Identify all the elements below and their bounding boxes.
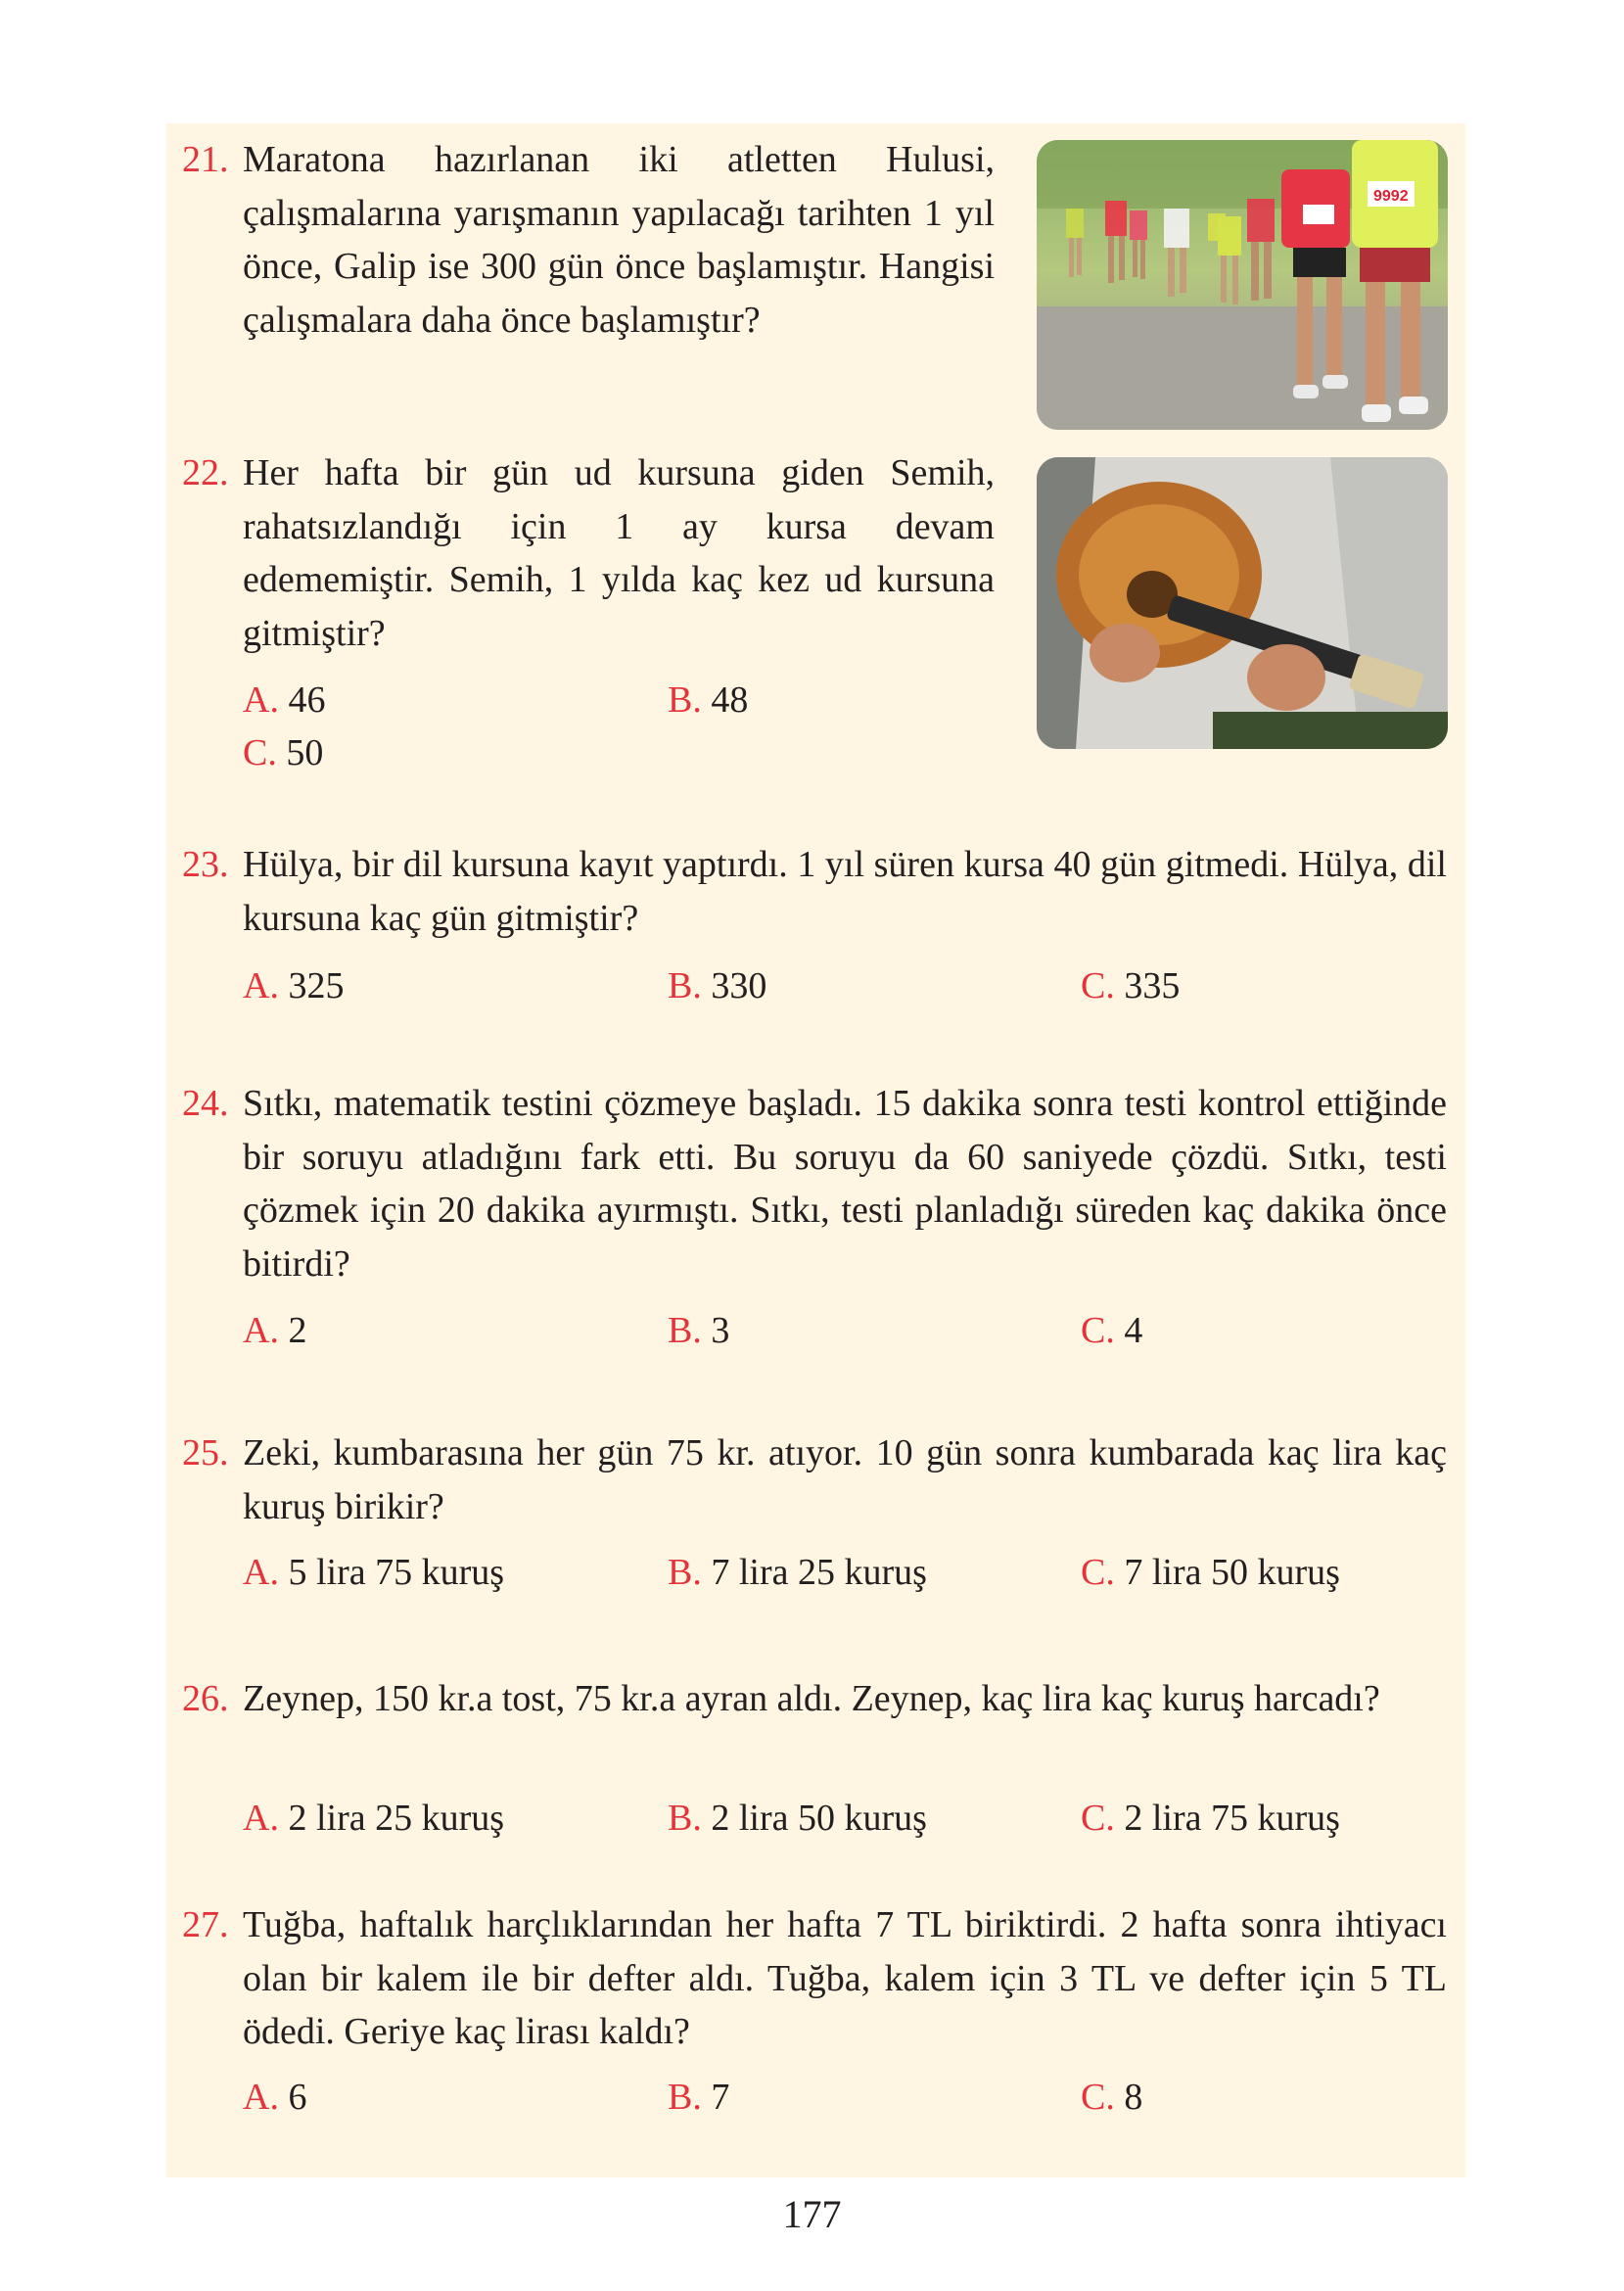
answer-options — [243, 1546, 1447, 1599]
question-text: Her hafta bir gün ud kursuna giden Semih, rahatsızlandığı için 1 ay kursa devam edememiştir. Semih, 1 yılda kaç kez ud kursuna gitmiştir? — [243, 452, 995, 654]
oud-player-image — [1037, 457, 1448, 749]
question-text: Zeynep, 150 kr.a tost, 75 kr.a ayran aldı. Zeynep, kaç lira kaç kuruş harcadı? — [243, 1678, 1380, 1719]
option-b[interactable]: B. 2 lira 50 kuruş — [668, 1798, 927, 1839]
svg-text:9992: 9992 — [1373, 188, 1409, 205]
answer-options — [243, 1304, 1447, 1357]
question-text: Sıtkı, matematik testini çözmeye başladı. 15 dakika sonra testi kontrol ettiğinde bir soruyu atladığını fark etti. Bu soruyu da 60 saniyede çözdü. Sıtkı, testi çözmek için 20 dakika ayırmıştı. Sıtkı, testi planladığı süreden kaç dakika önce bitirdi? — [243, 1083, 1447, 1285]
question-22 — [182, 446, 995, 773]
option-a[interactable]: A. 325 — [243, 965, 345, 1006]
option-c[interactable]: C. 4 — [1081, 1310, 1143, 1351]
option-b[interactable]: B. 330 — [668, 965, 767, 1006]
question-text: Hülya, bir dil kursuna kayıt yaptırdı. 1 yıl süren kursa 40 gün gitmedi. Hülya, dil kursuna kaç gün gitmiştir? — [243, 844, 1447, 939]
option-b[interactable]: B. 7 lira 25 kuruş — [668, 1552, 927, 1593]
answer-options — [243, 2071, 1447, 2124]
option-b[interactable]: B. 7 — [668, 2077, 730, 2118]
option-c[interactable]: C. 335 — [1081, 965, 1181, 1006]
option-a[interactable]: A. 5 lira 75 kuruş — [243, 1552, 505, 1593]
question-number: 24. — [182, 1083, 229, 1124]
option-a[interactable]: A. 2 lira 25 kuruş — [243, 1798, 505, 1839]
option-c[interactable]: C. 50 — [243, 732, 324, 773]
option-a[interactable]: A. 6 — [243, 2077, 307, 2118]
option-b[interactable]: B. 3 — [668, 1310, 730, 1351]
answer-options — [243, 1792, 1447, 1845]
question-number: 23. — [182, 844, 229, 885]
option-a[interactable]: A. 46 — [243, 679, 326, 721]
option-a[interactable]: A. 2 — [243, 1310, 307, 1351]
question-number: 26. — [182, 1678, 229, 1719]
option-c[interactable]: C. 8 — [1081, 2077, 1143, 2118]
option-b[interactable]: B. 48 — [668, 679, 749, 721]
question-text: Zeki, kumbarasına her gün 75 kr. atıyor. 10 gün sonra kumbarada kaç lira kaç kuruş birikir? — [243, 1432, 1447, 1527]
page-number: 177 — [782, 2192, 842, 2236]
option-c[interactable]: C. 7 lira 50 kuruş — [1081, 1552, 1340, 1593]
question-number: 25. — [182, 1432, 229, 1473]
marathon-runners-photo — [1037, 140, 1448, 430]
question-number: 27. — [182, 1904, 229, 1945]
question-number: 21. — [182, 139, 229, 180]
marathon-runners-image — [1037, 140, 1448, 430]
option-c[interactable]: C. 2 lira 75 kuruş — [1081, 1798, 1340, 1839]
question-text: Maratona hazırlanan iki atletten Hulusi, çalışmalarına yarışmanın yapılacağı tarihten 1 yıl önce, Galip ise 300 gün önce başlamıştır. Hangisi çalışmalara daha önce başlamıştır? — [243, 139, 995, 341]
question-text: Tuğba, haftalık harçlıklarından her hafta 7 TL biriktirdi. 2 hafta sonra ihtiyacı olan bir kalem ile bir defter aldı. Tuğba, kalem için 3 TL ve defter için 5 TL ödedi. Geriye kaç lirası kaldı? — [243, 1904, 1447, 2052]
answer-options — [243, 959, 1447, 1012]
oud-player-photo — [1037, 457, 1448, 749]
question-number: 22. — [182, 452, 229, 493]
